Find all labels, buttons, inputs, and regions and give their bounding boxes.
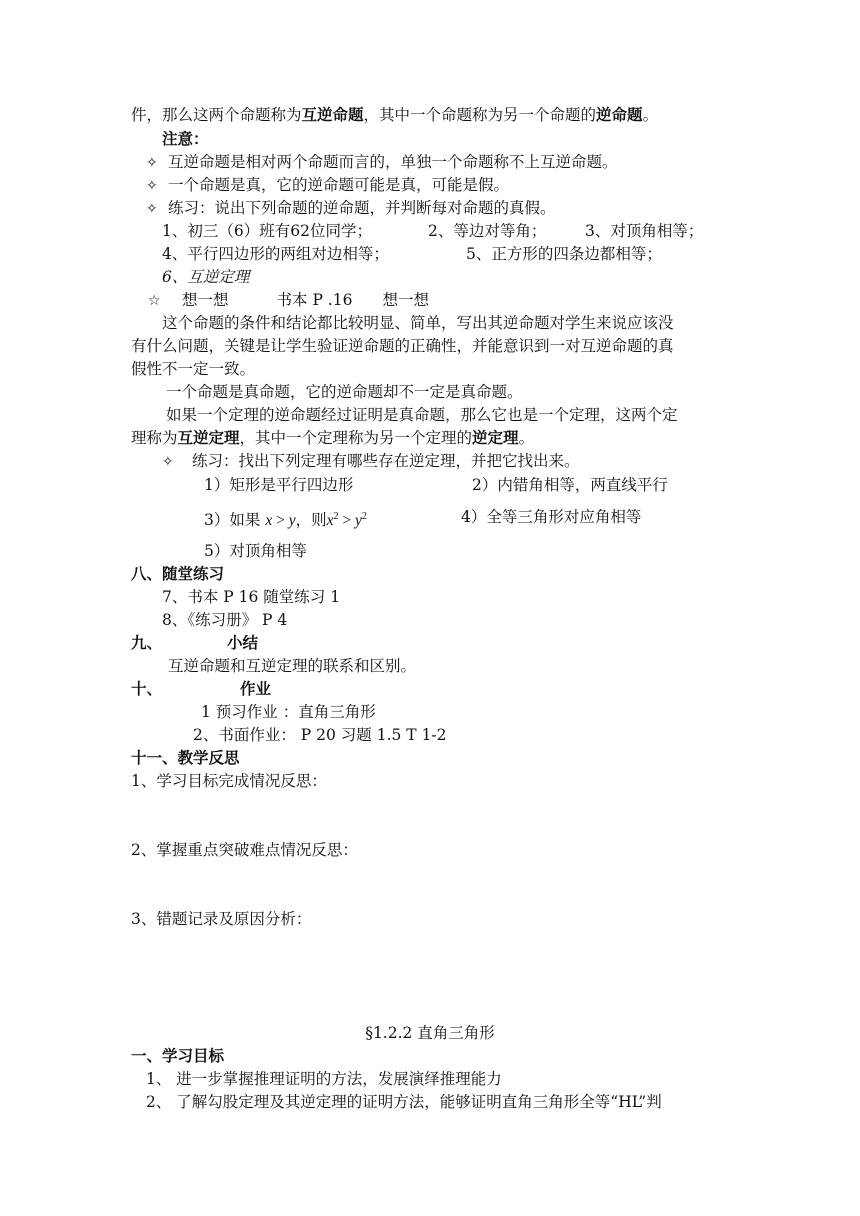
diamond-star-icon: ✧ xyxy=(146,178,158,194)
learning-goals-heading: 一、学习目标 xyxy=(131,1046,225,1065)
exercise-item: 5、正方形的四条边都相等； xyxy=(466,245,662,263)
term-inverse-theorems: 互逆定理 xyxy=(177,428,240,447)
section-10-heading: 作业 xyxy=(240,679,272,698)
star-outline-icon: ☆ xyxy=(148,293,161,309)
note-item: ✧ 互逆命题是相对两个命题而言的，单独一个命题称不上互逆命题。 xyxy=(146,151,618,174)
practice-item: 7、书本 P 16 随堂练习 1 xyxy=(162,588,341,606)
paragraph-line: 有什么问题，关键是让学生验证逆命题的正确性，并能意识到一对互逆命题的真 xyxy=(131,337,674,355)
math-inequality-squared: $x^2 > y^2$ xyxy=(326,511,367,529)
theorem-item: 3）如果 x > y，则$x^2 > y^2$ xyxy=(204,511,367,529)
goal-item: 1、 进一步掌握推理证明的方法，发展演绎推理能力 xyxy=(146,1070,502,1088)
theorem-item: 1）矩形是平行四边形 xyxy=(204,476,354,494)
section-10-number: 十、 xyxy=(131,679,163,698)
theorem-item: 4）全等三角形对应角相等 xyxy=(461,508,642,526)
summary-text: 互逆命题和互逆定理的联系和区别。 xyxy=(168,657,417,675)
section-9-heading: 小结 xyxy=(227,633,259,652)
note-heading: 注意： xyxy=(162,129,209,148)
diamond-star-icon: ✧ xyxy=(146,201,158,217)
reflection-item: 1、学习目标完成情况反思： xyxy=(131,772,327,790)
reflection-item: 3、错题记录及原因分析： xyxy=(131,910,312,928)
diamond-star-icon: ✧ xyxy=(162,454,174,470)
next-lesson-title: §1.2.2 直角三角形 xyxy=(365,1024,495,1042)
think-line: ☆ 想一想 书本 P .16 想一想 xyxy=(148,289,429,312)
note-item: ✧ 一个命题是真，它的逆命题可能是真，可能是假。 xyxy=(146,174,509,197)
diamond-star-icon: ✧ xyxy=(146,155,158,171)
paragraph-line: 一个命题是真命题，它的逆命题却不一定是真命题。 xyxy=(166,383,523,401)
homework-item: 2、书面作业： P 20 习题 1.5 T 1-2 xyxy=(193,726,447,744)
theorem-item: 5）对顶角相等 xyxy=(204,542,307,560)
term-converse-proposition: 逆命题 xyxy=(596,105,643,124)
theorem-item: 2）内错角相等，两直线平行 xyxy=(472,476,668,494)
exercise-item: 2、等边对等角； xyxy=(428,222,547,240)
paragraph-line: 如果一个定理的逆命题经过证明是真命题，那么它也是一个定理，这两个定 xyxy=(166,406,678,424)
section-8-heading: 八、随堂练习 xyxy=(131,564,225,583)
reflection-item: 2、掌握重点突破难点情况反思： xyxy=(131,841,358,859)
section-9-number: 九、 xyxy=(131,633,163,652)
exercise-item: 3、对顶角相等； xyxy=(585,222,704,240)
section-6-heading: 6、互逆定理 xyxy=(162,268,250,286)
exercise-item: 1、初三（6）班有62位同学； xyxy=(162,222,372,240)
paragraph-line: 假性不一定一致。 xyxy=(131,360,256,378)
paragraph-inverse-theorem-definition: 理称为互逆定理，其中一个定理称为另一个定理的逆定理。 xyxy=(131,428,535,447)
homework-item: 1 预习作业 ：直角三角形 xyxy=(201,703,376,721)
term-converse-theorem: 逆定理 xyxy=(472,428,519,447)
exercise-intro: ✧ 练习：找出下列定理有哪些存在逆定理，并把它找出来。 xyxy=(162,450,580,473)
note-item: ✧ 练习：说出下列命题的逆命题，并判断每对命题的真假。 xyxy=(146,197,556,220)
goal-item: 2、 了解勾股定理及其逆定理的证明方法，能够证明直角三角形全等“HL”判 xyxy=(146,1093,662,1111)
practice-item: 8、《练习册》 P 4 xyxy=(162,611,288,629)
paragraph-inverse-proposition-definition: 件，那么这两个命题称为互逆命题，其中一个命题称为另一个命题的逆命题。 xyxy=(131,105,659,124)
math-inequality: x > y xyxy=(265,512,296,529)
exercise-item: 4、平行四边形的两组对边相等； xyxy=(162,245,389,263)
term-inverse-propositions: 互逆命题 xyxy=(301,105,364,124)
section-11-heading: 十一、教学反思 xyxy=(131,748,240,767)
paragraph-line: 这个命题的条件和结论都比较明显、简单，写出其逆命题对学生来说应该没 xyxy=(162,314,674,332)
